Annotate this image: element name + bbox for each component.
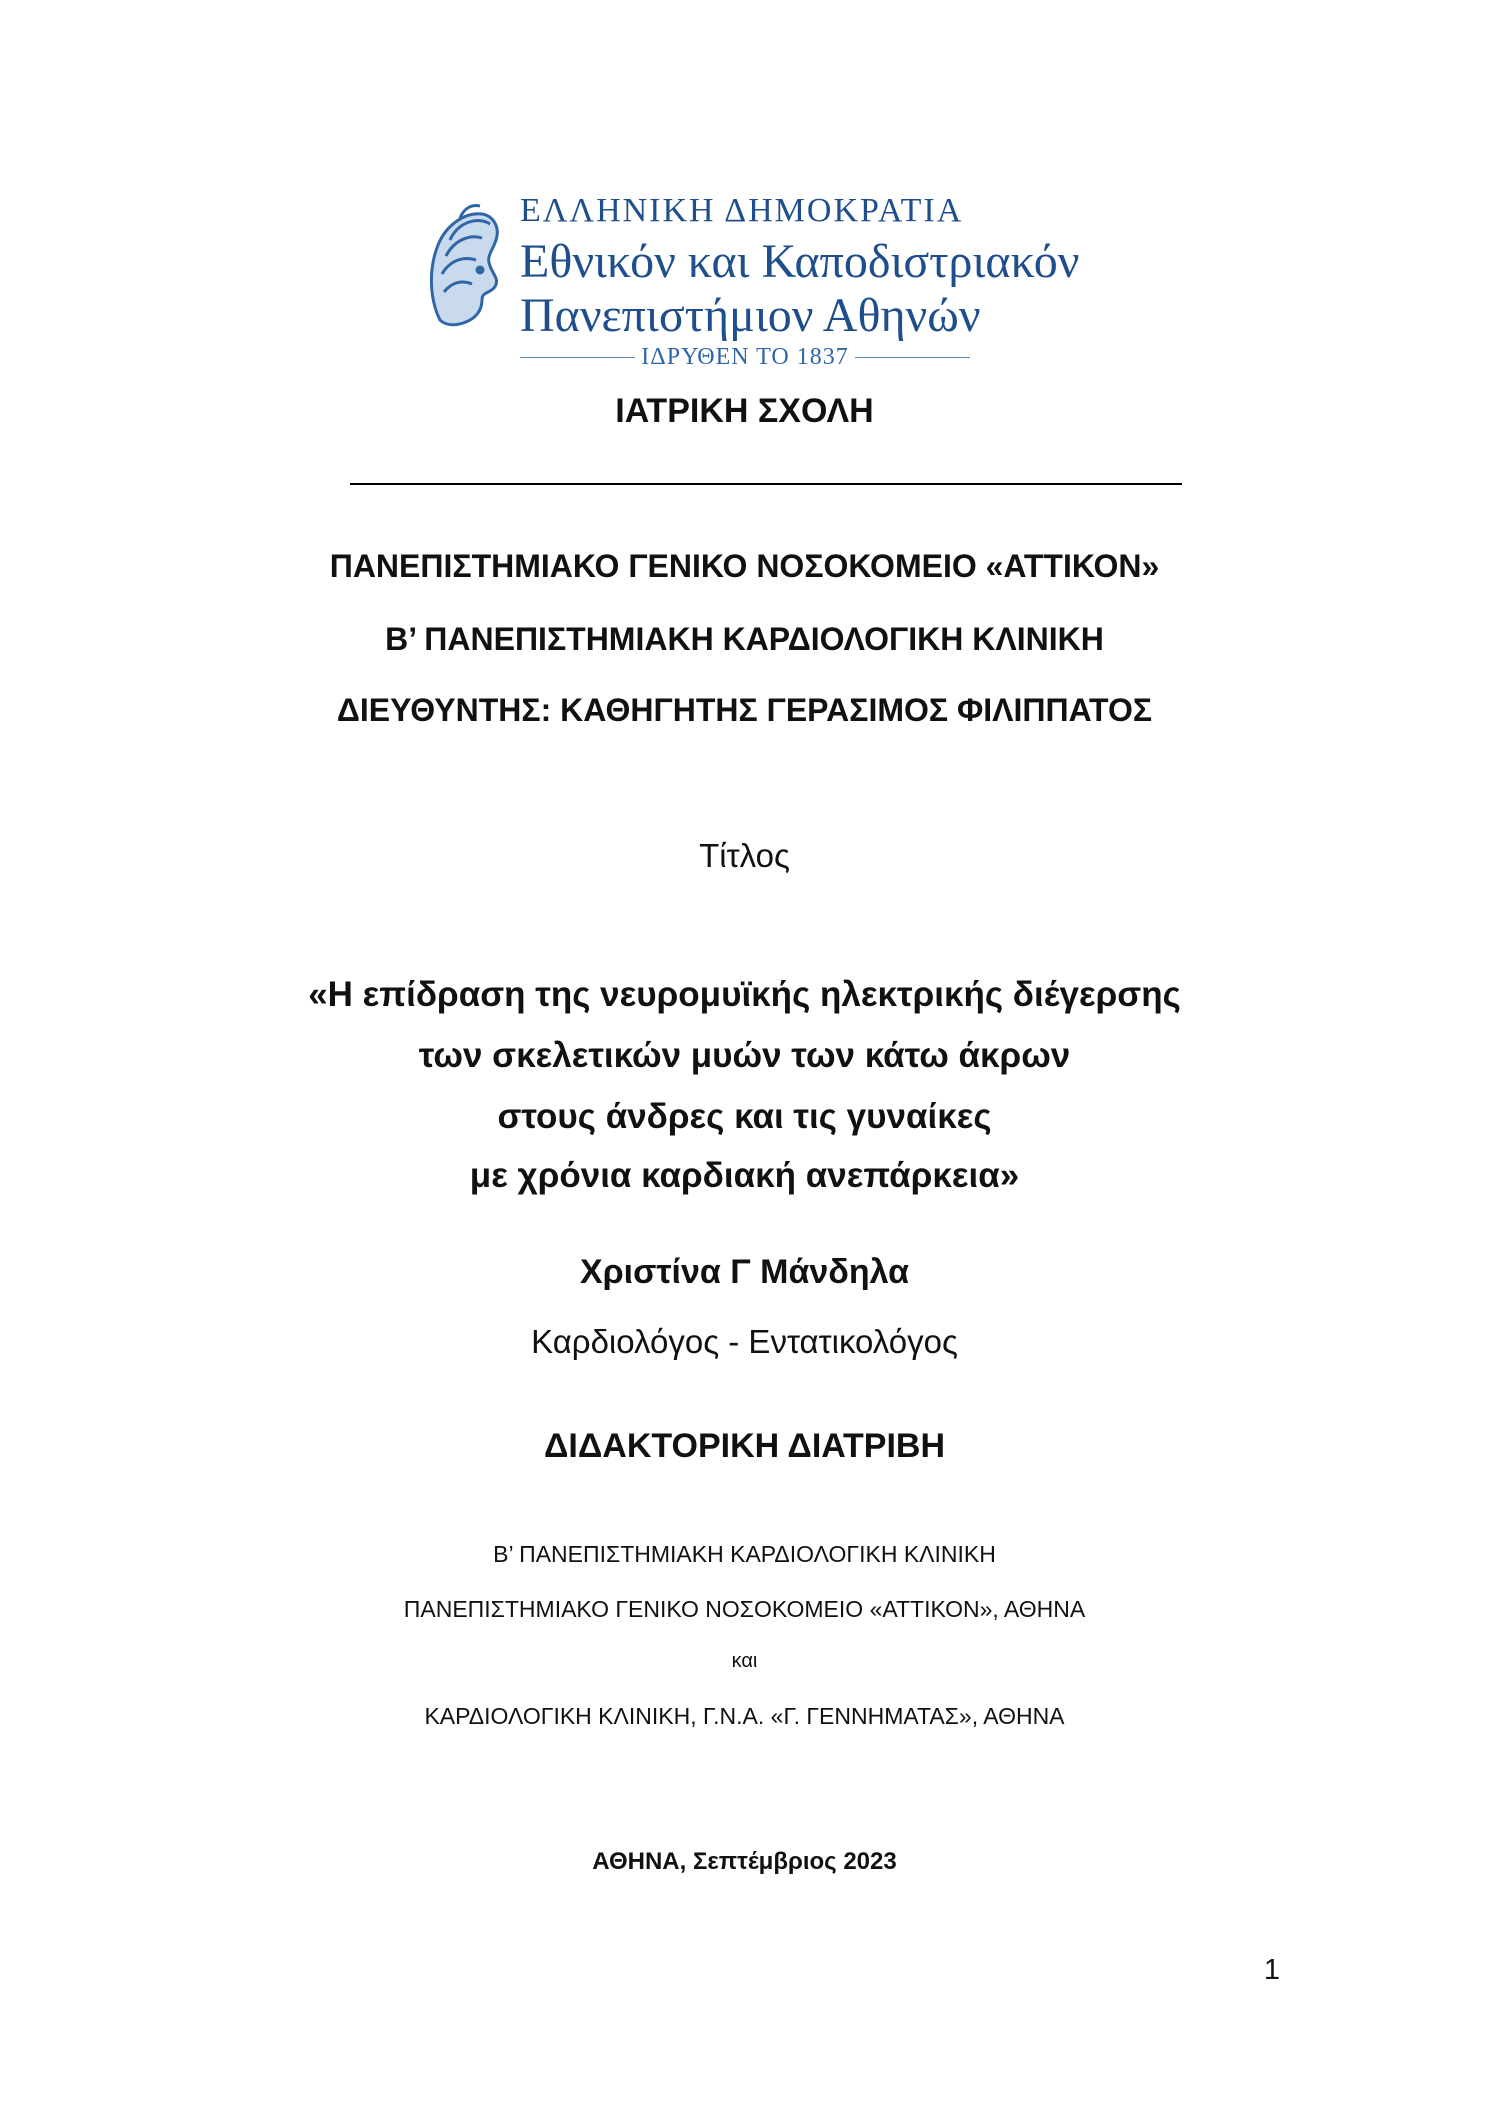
university-logo bbox=[420, 192, 1080, 382]
title-line-4: με χρόνια καρδιακή ανεπάρκεια» bbox=[469, 1156, 1020, 1195]
title-line-2: των σκελετικών μυών των κάτω άκρων bbox=[418, 1036, 1071, 1075]
thesis-type: ΔΙΔΑΚΤΟΡΙΚΗ ΔΙΑΤΡΙΒΗ bbox=[543, 1427, 946, 1465]
logo-founded-row bbox=[520, 342, 970, 372]
author-name: Χριστίνα Γ Μάνδηλα bbox=[579, 1253, 910, 1291]
hospital-name: ΠΑΝΕΠΙΣΤΗΜΙΑΚΟ ΓΕΝΙΚΟ ΝΟΣΟΚΟΜΕΙΟ «ΑΤΤΙΚΟΝ» bbox=[329, 548, 1160, 584]
affiliation-hospital: ΠΑΝΕΠΙΣΤΗΜΙΑΚΟ ΓΕΝΙΚΟ ΝΟΣΟΚΟΜΕΙΟ «ΑΤΤΙΚΟΝ», ΑΘΗΝΑ bbox=[403, 1596, 1086, 1622]
athena-head-icon bbox=[420, 200, 510, 340]
author-specialty: Καρδιολόγος - Εντατικολόγος bbox=[531, 1323, 958, 1360]
logo-founded: ΙΔΡΥΘΕΝ ΤΟ 1837 bbox=[641, 343, 849, 370]
affiliation-second-clinic: ΚΑΡΔΙΟΛΟΓΙΚΗ ΚΛΙΝΙΚΗ, Γ.Ν.Α. «Γ. ΓΕΝΝΗΜΑΤΑΣ», ΑΘΗΝΑ bbox=[424, 1703, 1065, 1729]
logo-university-line2: Πανεπιστήμιον Αθηνών bbox=[520, 289, 981, 342]
title-line-1: «Η επίδραση της νευρομυϊκής ηλεκτρικής διέγερσης bbox=[308, 975, 1181, 1014]
affiliation-conjunction: και bbox=[731, 1650, 758, 1672]
title-line-3: στους άνδρες και τις γυναίκες bbox=[497, 1097, 992, 1136]
logo-university-line1: Εθνικόν και Καποδιστριακόν bbox=[520, 235, 1080, 288]
title-label: Τίτλος bbox=[699, 837, 790, 874]
director-line: ΔΙΕΥΘΥΝΤΗΣ: ΚΑΘΗΓΗΤΗΣ ΓΕΡΑΣΙΜΟΣ ΦΙΛΙΠΠΑΤΟΣ bbox=[336, 692, 1153, 728]
logo-rule-left bbox=[520, 357, 635, 358]
school-name: ΙΑΤΡΙΚΗ ΣΧΟΛΗ bbox=[615, 392, 874, 430]
logo-country: ΕΛΛΗΝΙΚΗ ΔΗΜΟΚΡΑΤΙΑ bbox=[520, 192, 964, 229]
clinic-name: Β’ ΠΑΝΕΠΙΣΤΗΜΙΑΚΗ ΚΑΡΔΙΟΛΟΓΙΚΗ ΚΛΙΝΙΚΗ bbox=[385, 621, 1104, 657]
place-date: ΑΘΗΝΑ, Σεπτέμβριος 2023 bbox=[592, 1848, 897, 1875]
header-divider bbox=[350, 483, 1182, 485]
page-number: 1 bbox=[1263, 1954, 1280, 1986]
affiliation-clinic: Β’ ΠΑΝΕΠΙΣΤΗΜΙΑΚΗ ΚΑΡΔΙΟΛΟΓΙΚΗ ΚΛΙΝΙΚΗ bbox=[493, 1541, 996, 1567]
logo-rule-right bbox=[855, 357, 970, 358]
